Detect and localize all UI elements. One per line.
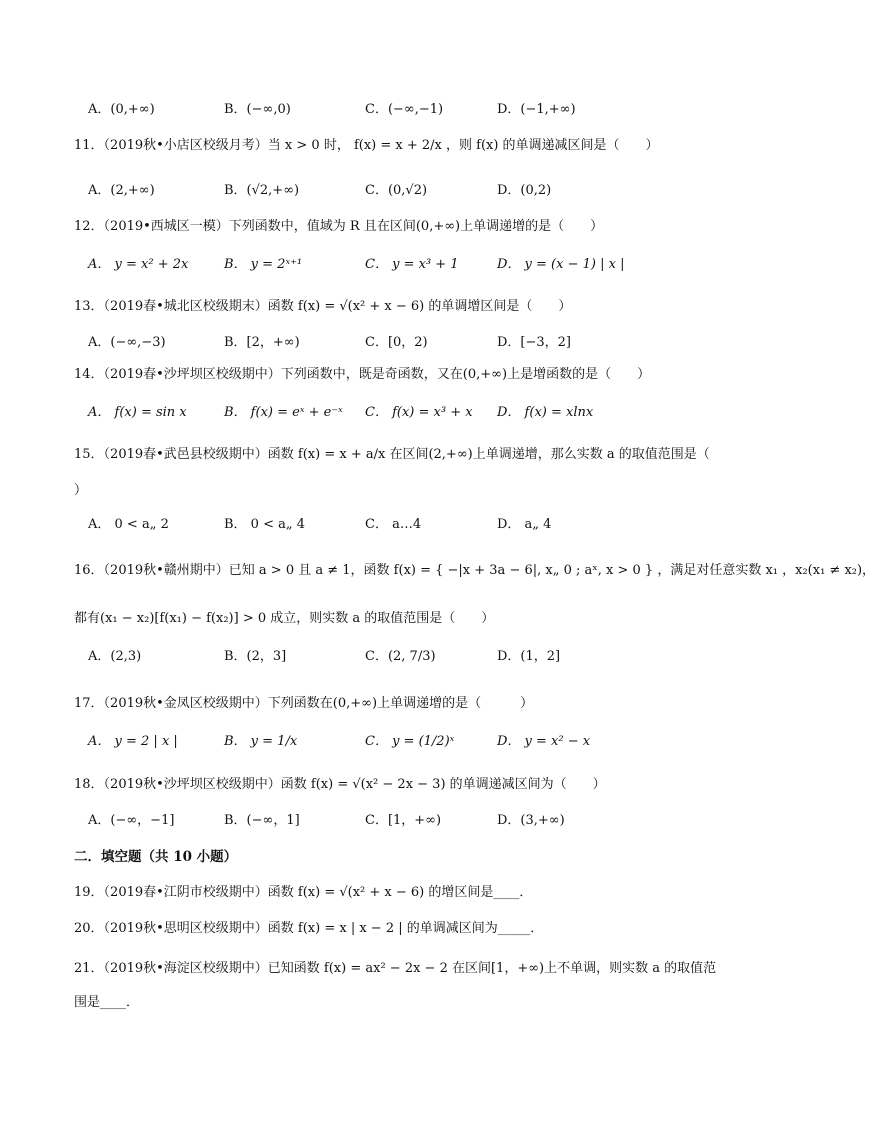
question-19: 19．（2019春•江阴市校级期中）函数 f(x) = √(x² + x − 6) 的增区间是____． [74, 885, 533, 900]
option-b: B．(−∞，1] [224, 813, 300, 828]
option-c: C． a…4 [365, 517, 422, 532]
question-17: 17．（2019秋•金凤区校级期中）下列函数在(0,+∞)上单调递增的是（ ） [74, 696, 534, 711]
q15-options [88, 516, 768, 536]
question-14: 14．（2019春•沙坪坝区校级期中）下列函数中，既是奇函数，又在(0,+∞)上是增函数的是（ ） [74, 367, 651, 382]
option-b: B．(−∞,0) [224, 102, 291, 117]
option-b: B． f(x) = eˣ + e⁻ˣ [224, 405, 343, 420]
question-11: 11．（2019秋•小店区校级月考）当 x > 0 时， f(x) = x + 2/x ，则 f(x) 的单调递减区间是（ ） [74, 138, 659, 153]
question-16: 16．（2019秋•赣州期中）已知 a > 0 且 a ≠ 1，函数 f(x) = { −|x + 3a − 6|, x„ 0 ; aˣ, x > 0 } ，满足对任意实数 x₁ ，x₂(x₁ ≠ x₂)， [74, 563, 875, 578]
option-c: C．(0,√2) [365, 183, 428, 198]
question-15-cont: ） [74, 483, 88, 498]
option-a: A． y = x² + 2x [88, 257, 189, 272]
option-b: B． y = 1/x [224, 734, 298, 749]
q18-options [88, 812, 768, 832]
option-c: C． f(x) = x³ + x [365, 405, 473, 420]
option-a: A． 0 < a„ 2 [88, 517, 169, 532]
option-b: B．(√2,+∞) [224, 183, 300, 198]
option-d: D．(−1,+∞) [497, 102, 576, 117]
question-12: 12．（2019•西城区一模）下列函数中，值域为 R 且在区间(0,+∞)上单调递增的是（ ） [74, 219, 604, 234]
section-heading: 二．填空题（共 10 小题） [74, 849, 238, 865]
option-d: D．(3,+∞) [497, 813, 565, 828]
q16-options [88, 648, 768, 668]
option-d: D． a„ 4 [497, 517, 552, 532]
option-d: D．[−3，2] [497, 335, 572, 350]
option-d: D． y = x² − x [497, 734, 591, 749]
option-b: B．[2，+∞) [224, 335, 300, 350]
option-c: C．(−∞,−1) [365, 102, 444, 117]
option-b: B． y = 2ˣ⁺¹ [224, 257, 303, 272]
option-b: B．(2，3] [224, 649, 287, 664]
q11-options [88, 182, 768, 202]
question-18: 18．（2019秋•沙坪坝区校级期中）函数 f(x) = √(x² − 2x − 3) 的单调递减区间为（ ） [74, 777, 606, 792]
option-c: C． y = (1/2)ˣ [365, 734, 455, 749]
option-a: A．(−∞,−3) [88, 335, 166, 350]
q17-options [88, 733, 768, 753]
option-c: C．[0，2) [365, 335, 428, 350]
option-d: D． y = (x − 1) | x | [497, 257, 625, 272]
option-c: C．[1，+∞) [365, 813, 442, 828]
question-21: 21．（2019秋•海淀区校级期中）已知函数 f(x) = ax² − 2x − 2 在区间[1，+∞)上不单调，则实数 a 的取值范 [74, 961, 717, 976]
option-a: A． f(x) = sin x [88, 405, 187, 420]
question-16-cont: 都有(x₁ − x₂)[f(x₁) − f(x₂)] > 0 成立，则实数 a 的取值范围是（ ） [74, 611, 495, 626]
question-15: 15．（2019春•武邑县校级期中）函数 f(x) = x + a/x 在区间(2,+∞)上单调递增，那么实数 a 的取值范围是（ [74, 447, 710, 462]
option-a: A．(2,+∞) [88, 183, 155, 198]
option-a: A． y = 2 | x | [88, 734, 178, 749]
option-c: C．(2, 7/3) [365, 649, 436, 664]
question-13: 13．（2019春•城北区校级期末）函数 f(x) = √(x² + x − 6) 的单调增区间是（ ） [74, 299, 572, 314]
option-d: D．(1，2] [497, 649, 561, 664]
option-a: A．(−∞，−1] [88, 813, 175, 828]
q14-options [88, 404, 768, 424]
option-c: C． y = x³ + 1 [365, 257, 459, 272]
option-b: B． 0 < a„ 4 [224, 517, 306, 532]
option-d: D．(0,2) [497, 183, 552, 198]
q10-options [88, 101, 768, 121]
question-20: 20．（2019秋•思明区校级期中）函数 f(x) = x | x − 2 | 的单调减区间为_____． [74, 921, 544, 936]
q12-options [88, 256, 768, 276]
question-21-cont: 围是____． [74, 995, 140, 1010]
option-a: A．(0,+∞) [88, 102, 155, 117]
option-a: A．(2,3) [88, 649, 142, 664]
option-d: D． f(x) = xlnx [497, 405, 594, 420]
q13-options [88, 334, 768, 354]
